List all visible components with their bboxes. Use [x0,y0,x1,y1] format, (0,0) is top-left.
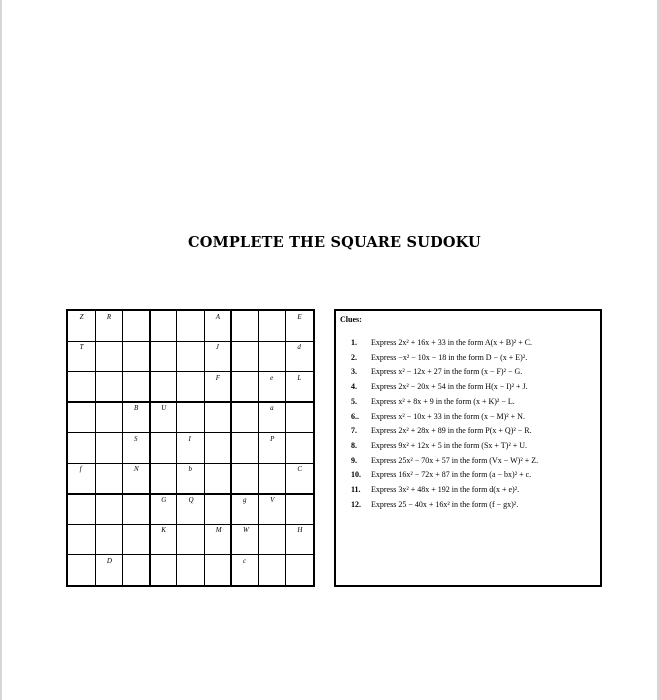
clue-number: 10. [351,470,361,480]
grid-cell-letter: Z [79,313,84,321]
clue-item [351,426,532,435]
clue-item [351,470,531,479]
grid-cell-letter: M [215,526,222,535]
grid-vertical-line [258,311,259,585]
grid-horizontal-line [68,371,313,372]
clue-number: 8. [351,440,357,450]
grid-cell-letter: T [79,343,84,352]
clue-text: Express 3x² + 48x + 192 in the form d(x + e)². [371,485,520,494]
clue-text: Express x² − 12x + 27 in the form (x − F)² − G. [371,367,523,377]
grid-cell-letter: b [188,465,192,474]
clue-item [351,412,525,421]
grid-cell-letter: f [79,465,82,474]
clue-item [351,485,519,494]
clue-item [351,441,527,450]
clue-item [351,367,522,376]
clue-number: 2. [351,352,357,362]
grid-vertical-line [230,311,232,585]
clue-item [351,397,515,406]
grid-cell-letter: J [215,343,219,352]
grid-horizontal-line [68,341,313,342]
grid-horizontal-line [68,463,313,464]
clue-number: 7. [351,426,357,436]
grid-horizontal-line [68,524,313,525]
grid-cell-letter: K [161,526,166,535]
grid-vertical-line [149,311,151,585]
clue-text: Express −x² − 10x − 18 in the form D − (x + E)². [371,352,528,362]
page-left-edge [0,0,2,700]
grid-cell-letter: W [242,526,249,535]
grid-cell-letter: S [134,434,138,443]
grid-horizontal-line [68,493,313,495]
clue-number: 11. [351,485,361,494]
grid-vertical-line [285,311,286,585]
grid-vertical-line [176,311,177,585]
clue-number: 1. [351,338,357,347]
clue-number: 6.. [351,411,359,421]
grid-vertical-line [95,311,96,585]
grid-cell-letter: Q [188,495,194,504]
clue-text: Express 16x² − 72x + 87 in the form (a − bx)² + c. [371,470,532,480]
grid-cell-letter: A [215,313,220,321]
grid-cell-letter: F [215,373,220,382]
grid-horizontal-line [68,432,313,433]
grid-cell-letter: R [106,313,112,321]
clue-number: 9. [351,455,357,465]
clues-panel [334,309,602,587]
grid-cell-letter: B [134,404,139,413]
clue-number: 4. [351,382,357,392]
clue-text: Express 2x² + 28x + 89 in the form P(x + Q)² − R. [371,426,532,436]
grid-vertical-line [122,311,123,585]
clue-text: Express x² − 10x + 33 in the form (x − M)² + N. [371,411,525,421]
clue-item [351,500,518,509]
clue-text: Express 25x² − 70x + 57 in the form (Vx − W)² + Z. [371,455,539,465]
grid-cell-letter: P [270,434,275,443]
clue-item [351,353,527,362]
clues-heading: Clues: [340,315,362,324]
clue-number: 12. [351,499,361,509]
clue-number: 3. [351,367,357,377]
clue-item [351,338,532,347]
grid-cell-letter: D [106,556,112,565]
grid-cell-letter: G [161,495,167,504]
clue-item [351,382,528,391]
grid-vertical-line [204,311,205,585]
grid-cell-letter: e [270,373,274,382]
clue-number: 5. [351,396,357,406]
grid-cell-letter: a [270,404,274,413]
grid-cell-letter: E [297,313,302,321]
grid-cell-letter: H [297,526,303,535]
clue-text: Express x² + 8x + 9 in the form (x + K)² − L. [371,396,515,406]
grid-cell-letter: N [134,465,139,474]
grid-horizontal-line [68,401,313,403]
clue-text: Express 9x² + 12x + 5 in the form (Sx + T)² + U. [371,440,528,450]
grid-cell-letter: I [188,434,191,443]
clue-text: Express 2x² − 20x + 54 in the form H(x − I)² + J. [371,382,528,392]
clue-text: Express 2x² + 16x + 33 in the form A(x + B)² + C. [371,338,533,347]
sudoku-grid [66,309,315,587]
grid-cell-letter: c [242,556,247,565]
worksheet-title: COMPLETE THE SQUARE SUDOKU [188,234,481,251]
grid-cell-letter: d [297,343,301,352]
clue-item [351,456,538,465]
grid-cell-letter: V [270,495,275,504]
grid-cell-letter: g [242,495,247,504]
grid-cell-letter: C [297,465,303,474]
clue-text: Express 25 − 40x + 16x² in the form (f − gx)². [371,499,519,509]
grid-cell-letter: L [297,373,302,382]
grid-horizontal-line [68,554,313,555]
grid-cell-letter: U [161,404,167,413]
